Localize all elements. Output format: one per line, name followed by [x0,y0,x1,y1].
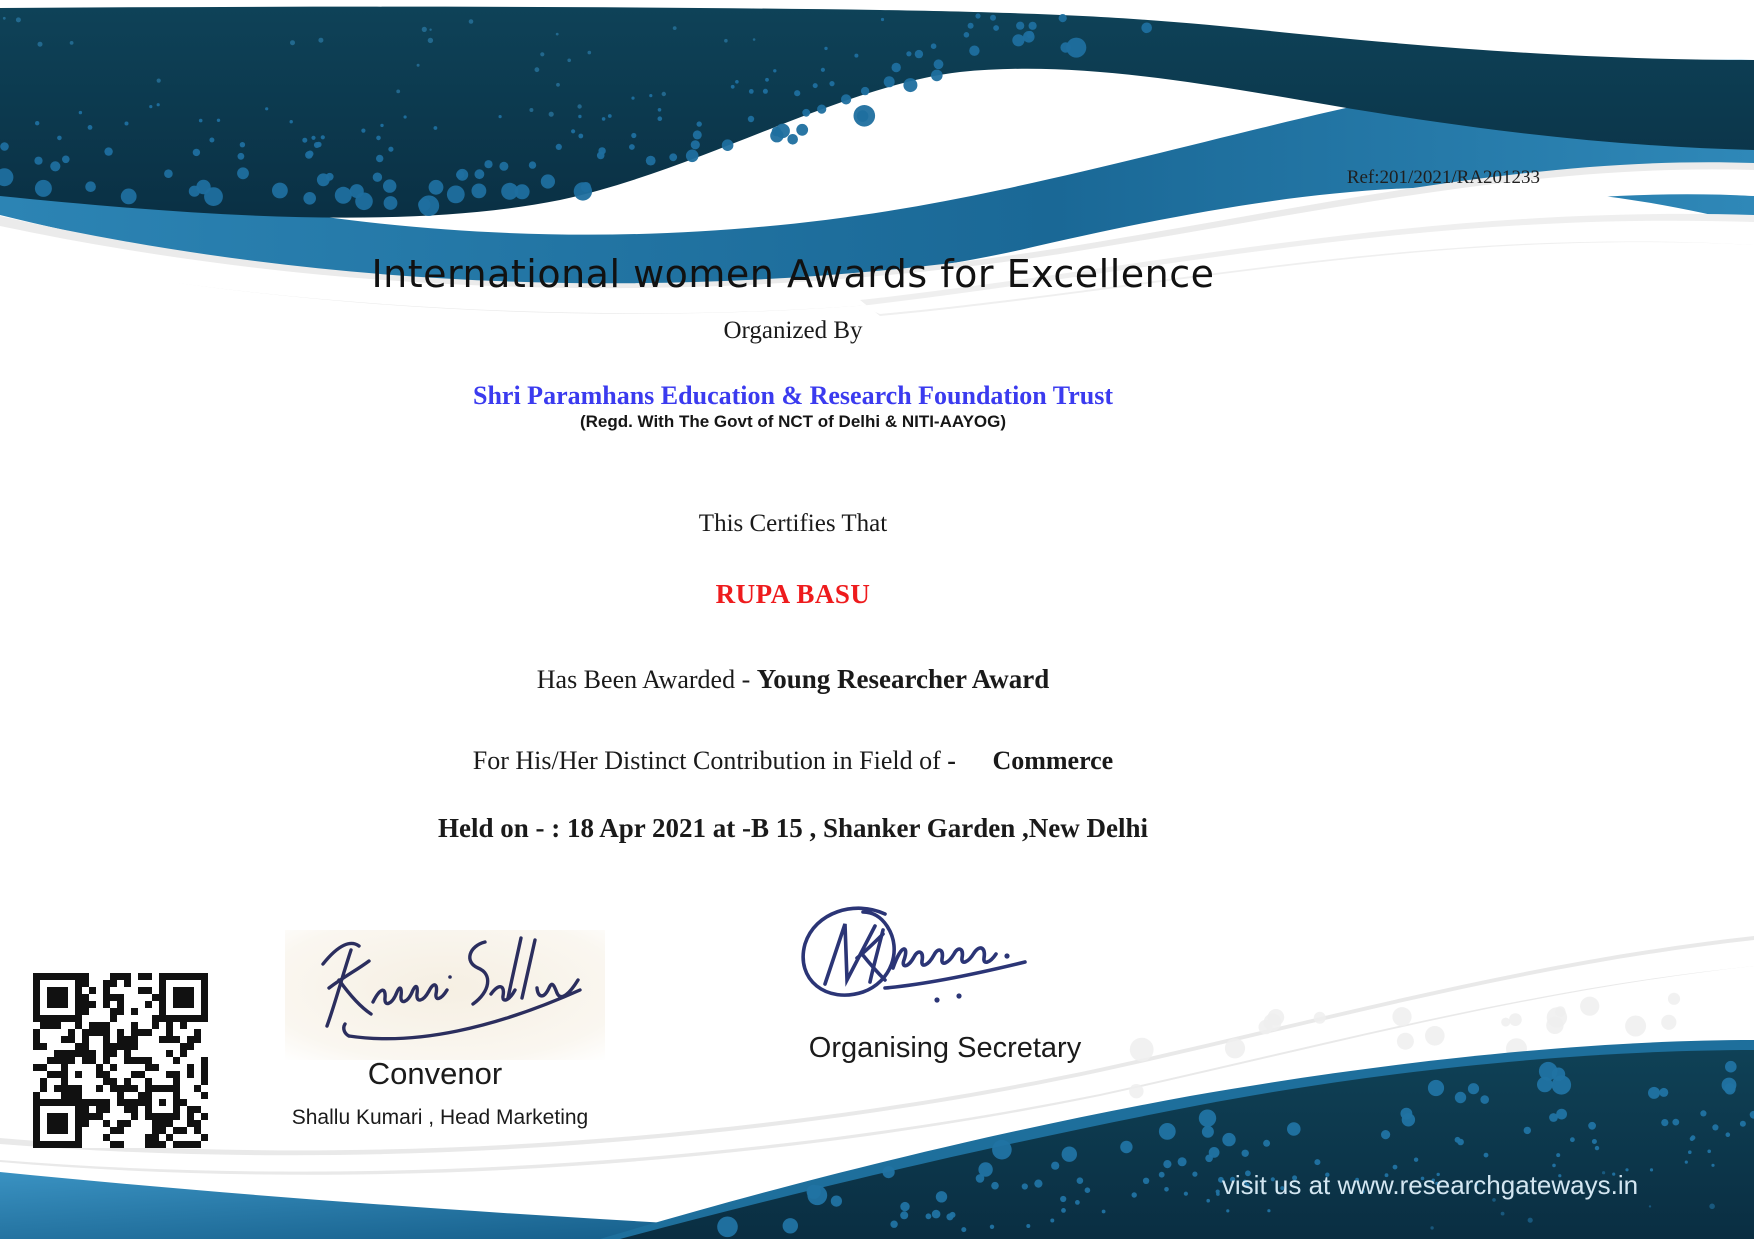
organization-name: Shri Paramhans Education & Research Foundation Trust [473,381,1113,410]
held-on-line: Held on - : 18 Apr 2021 at -B 15 , Shanker Garden ,New Delhi [437,813,1149,843]
convenor-signature [285,930,605,1060]
organising-secretary-signature [785,900,1075,1025]
convenor-name-line: Shallu Kumari , Head Marketing [291,1106,589,1129]
field-value: Commerce [992,746,1114,775]
certificate-title: International women Awards for Excellence [371,252,1215,296]
field-dash: - [947,746,956,775]
registration-line: (Regd. With The Govt of NCT of Delhi & NITI-AAYOG) [579,412,1007,431]
qr-code [33,973,208,1148]
award-name: Young Researcher Award [756,664,1050,694]
field-line [0,746,1586,776]
field-prefix: For His/Her Distinct Contribution in Field of [472,746,941,775]
organising-secretary-title: Organising Secretary [808,1032,1082,1064]
award-line [0,664,1586,695]
organized-by-label: Organized By [723,317,863,344]
recipient-name: RUPA BASU [715,579,871,609]
reference-number: Ref:201/2021/RA201233 [1346,167,1540,188]
award-prefix: Has Been Awarded - [536,665,751,694]
website-line: visit us at www.researchgateways.in [1221,1170,1639,1200]
convenor-title: Convenor [367,1056,503,1091]
certifies-label: This Certifies That [698,510,888,537]
